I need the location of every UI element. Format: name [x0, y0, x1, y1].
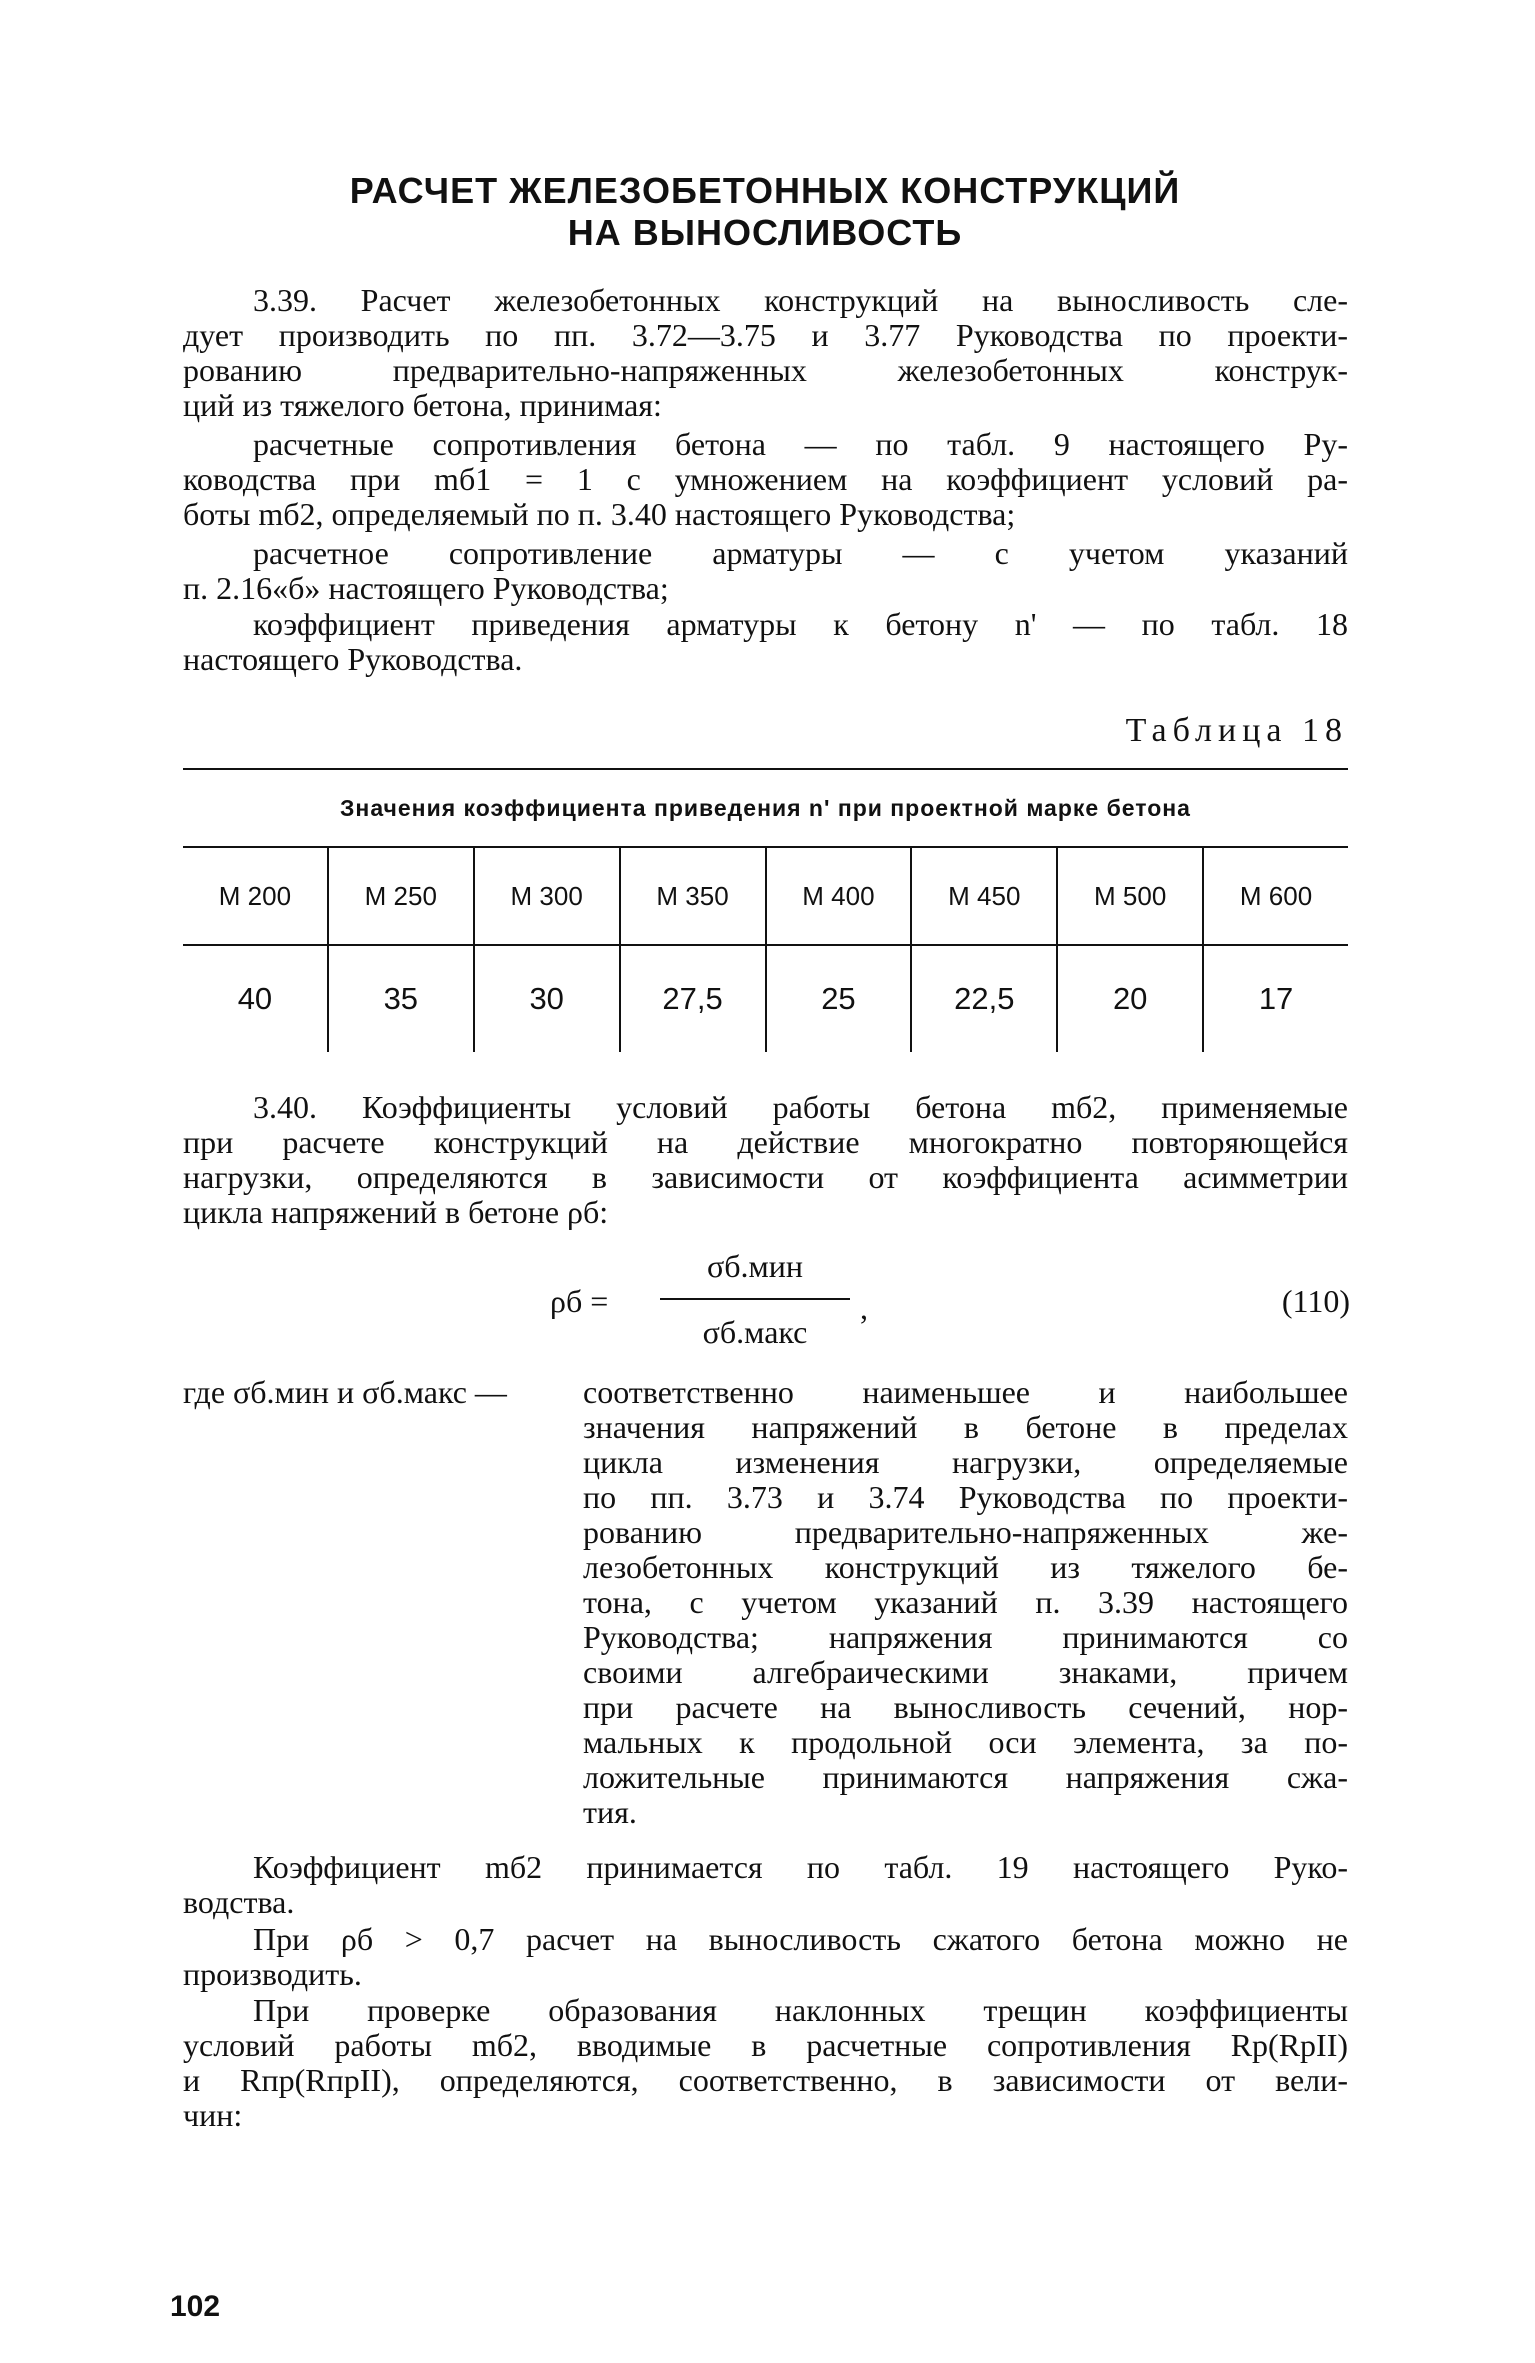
page-number: 102: [170, 2290, 221, 2323]
text-line: цикла напряжений в бетоне ρб:: [183, 1194, 609, 1230]
text-line: 3.40. Коэффициенты условий работы бетона mб2, применяемые: [253, 1089, 1348, 1125]
text-line: настоящего Руководства.: [183, 641, 523, 677]
grade-cell: М 200: [218, 881, 292, 911]
formula-comma: ,: [860, 1290, 868, 1326]
value-cell: 20: [1056, 946, 1202, 1052]
text-line: при расчете конструкций на действие многократно повторяющейся: [183, 1124, 1348, 1160]
paragraph-coefficient: [183, 607, 1348, 677]
text-line: При ρб > 0,7 расчет на выносливость сжатого бетона можно не: [253, 1921, 1348, 1957]
where-explanation: [583, 1375, 1348, 1830]
formula-denominator: σб.макс: [702, 1314, 808, 1350]
text-line: по пп. 3.73 и 3.74 Руководства по проекти-: [583, 1479, 1348, 1515]
paragraph-mb2: [183, 1850, 1348, 1920]
paragraph-3-39: [183, 283, 1348, 423]
text-line: производить.: [183, 1956, 362, 1992]
text-line: своими алгебраическими знаками, причем: [583, 1654, 1348, 1690]
grade-cell: М 250: [327, 848, 473, 944]
formula-fraction: [660, 1240, 850, 1358]
grade-cell: М 350: [619, 848, 765, 944]
equation-number: (110): [1281, 1283, 1350, 1319]
text-line: водства.: [183, 1884, 295, 1920]
paragraph-resistance: [183, 427, 1348, 532]
text-line: ций из тяжелого бетона, принимая:: [183, 387, 662, 423]
text-line: 3.39. Расчет железобетонных конструкций на выносливость сле-: [253, 282, 1348, 318]
paragraph-rho: [183, 1922, 1348, 1992]
text-line: дует производить по пп. 3.72—3.75 и 3.77 Руководства по проекти-: [183, 317, 1348, 353]
text-line: лезобетонных конструкций из тяжелого бе-: [583, 1549, 1348, 1585]
table-header: Значения коэффициента приведения n' при проектной марке бетона: [183, 770, 1348, 848]
text-line: тона, с учетом указаний п. 3.39 настоящего: [583, 1584, 1348, 1620]
text-line: При проверке образования наклонных трещин коэффициенты: [253, 1992, 1348, 2028]
text-line: чин:: [183, 2097, 243, 2133]
text-line: соответственно наименьшее и наибольшее: [583, 1374, 1348, 1410]
text-line: тия.: [583, 1794, 637, 1830]
value-cell: 27,5: [619, 946, 765, 1052]
grade-cell: М 500: [1056, 848, 1202, 944]
where-label: где σб.мин и σб.макс —: [183, 1374, 507, 1410]
formula-numerator: σб.мин: [706, 1248, 804, 1284]
grade-cell: М 450: [910, 848, 1056, 944]
text-line: и Rпр(RпрII), определяются, соответственно, в зависимости от вели-: [183, 2062, 1348, 2098]
text-line: расчетные сопротивления бетона — по табл. 9 настоящего Ру-: [253, 426, 1348, 462]
table-row-values: [183, 946, 1348, 1052]
page-title: [180, 170, 1350, 254]
fraction-bar: [660, 1298, 850, 1300]
formula-lhs: ρб =: [550, 1283, 609, 1319]
paragraph-armature: [183, 536, 1348, 606]
value-cell: 40: [237, 981, 273, 1016]
text-line: расчетное сопротивление арматуры — с учетом указаний: [253, 535, 1348, 571]
formula-110: [550, 1240, 1350, 1370]
grade-cell: М 600: [1202, 848, 1348, 944]
value-cell: 17: [1202, 946, 1348, 1052]
text-line: при расчете на выносливость сечений, нор-: [583, 1689, 1348, 1725]
paragraph-check: [183, 1993, 1348, 2133]
text-line: Коэффициент mб2 принимается по табл. 19 настоящего Руко-: [253, 1849, 1348, 1885]
coefficient-table: [183, 768, 1348, 1052]
value-cell: 25: [765, 946, 911, 1052]
text-line: коэффициент приведения арматуры к бетону n' — по табл. 18: [253, 606, 1348, 642]
title-line-1: РАСЧЕТ ЖЕЛЕЗОБЕТОННЫХ КОНСТРУКЦИЙ: [349, 170, 1181, 211]
title-line-2: НА ВЫНОСЛИВОСТЬ: [567, 212, 963, 253]
text-line: рованию предварительно-напряженных же-: [583, 1514, 1348, 1550]
text-line: рованию предварительно-напряженных железобетонных конструк-: [183, 352, 1348, 388]
text-line: п. 2.16«б» настоящего Руководства;: [183, 570, 669, 606]
text-line: боты mб2, определяемый по п. 3.40 настоящего Руководства;: [183, 496, 1016, 532]
text-line: значения напряжений в бетоне в пределах: [583, 1409, 1348, 1445]
grade-cell: М 400: [765, 848, 911, 944]
value-cell: 22,5: [910, 946, 1056, 1052]
table-caption: Таблица 18: [1125, 712, 1348, 749]
table-row-grades: [183, 848, 1348, 946]
text-line: мальных к продольной оси элемента, за по-: [583, 1724, 1348, 1760]
value-cell: 35: [327, 946, 473, 1052]
text-line: ложительные принимаются напряжения сжа-: [583, 1759, 1348, 1795]
text-line: Руководства; напряжения принимаются со: [583, 1619, 1348, 1655]
text-line: нагрузки, определяются в зависимости от коэффициента асимметрии: [183, 1159, 1348, 1195]
text-line: условий работы mб2, вводимые в расчетные сопротивления Rр(RрII): [183, 2027, 1348, 2063]
text-line: цикла изменения нагрузки, определяемые: [583, 1444, 1348, 1480]
value-cell: 30: [473, 946, 619, 1052]
paragraph-3-40: [183, 1090, 1348, 1230]
grade-cell: М 300: [473, 848, 619, 944]
text-line: ководства при mб1 = 1 с умножением на коэффициент условий ра-: [183, 461, 1348, 497]
